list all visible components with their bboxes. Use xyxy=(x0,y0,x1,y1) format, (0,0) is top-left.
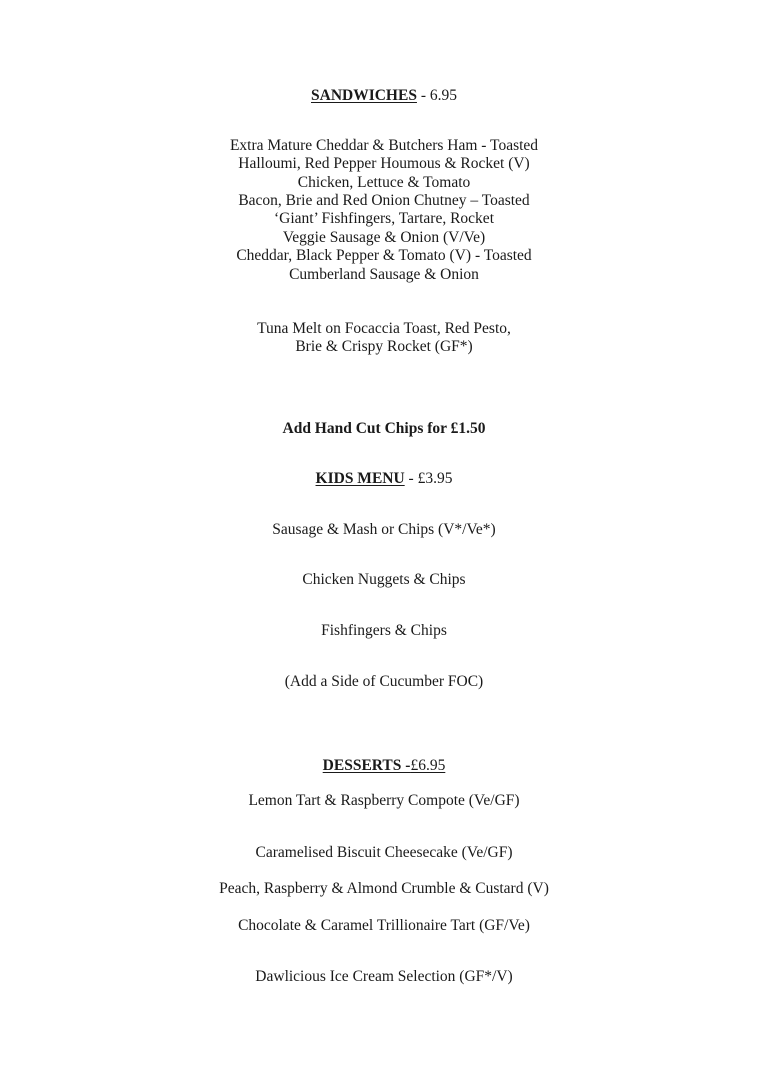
desserts-title: DESSERTS - xyxy=(322,757,411,774)
dessert-item: Dawlicious Ice Cream Selection (GF*/V) xyxy=(255,968,513,985)
sandwich-item: ‘Giant’ Fishfingers, Tartare, Rocket xyxy=(273,210,494,227)
sandwich-special-line-1: Tuna Melt on Focaccia Toast, Red Pesto, xyxy=(257,320,511,337)
dessert-item: Lemon Tart & Raspberry Compote (Ve/GF) xyxy=(248,792,520,809)
sandwich-item: Extra Mature Cheddar & Butchers Ham - Toasted xyxy=(229,137,539,154)
desserts-heading xyxy=(0,757,768,775)
sandwich-item: Cumberland Sausage & Onion xyxy=(289,266,479,283)
sandwiches-title: SANDWICHES xyxy=(311,87,417,104)
sandwich-item: Bacon, Brie and Red Onion Chutney – Toasted xyxy=(238,192,530,209)
kids-menu-item: Fishfingers & Chips xyxy=(321,622,447,639)
kids-menu-title: KIDS MENU xyxy=(315,470,405,487)
dessert-item: Chocolate & Caramel Trillionaire Tart (GF/Ve) xyxy=(238,917,530,934)
kids-menu-price: - £3.95 xyxy=(404,470,453,487)
dessert-item: Peach, Raspberry & Almond Crumble & Custard (V) xyxy=(219,880,549,897)
sandwich-item: Chicken, Lettuce & Tomato xyxy=(297,174,471,191)
kids-menu-heading xyxy=(0,470,768,488)
sandwich-item: Veggie Sausage & Onion (V/Ve) xyxy=(282,229,486,246)
sandwich-special-line-2: Brie & Crispy Rocket (GF*) xyxy=(295,338,473,355)
kids-menu-item: Sausage & Mash or Chips (V*/Ve*) xyxy=(272,521,496,538)
dessert-item: Caramelised Biscuit Cheesecake (Ve/GF) xyxy=(255,844,513,861)
sandwiches-price: - 6.95 xyxy=(416,87,457,104)
sandwiches-heading xyxy=(0,87,768,105)
kids-menu-note: (Add a Side of Cucumber FOC) xyxy=(284,673,484,690)
sandwich-item: Halloumi, Red Pepper Houmous & Rocket (V) xyxy=(238,155,530,172)
sandwich-item: Cheddar, Black Pepper & Tomato (V) - Toasted xyxy=(236,247,532,264)
kids-menu-item: Chicken Nuggets & Chips xyxy=(302,571,466,588)
desserts-price: £6.95 xyxy=(410,757,446,774)
add-chips-note: Add Hand Cut Chips for £1.50 xyxy=(282,420,486,437)
